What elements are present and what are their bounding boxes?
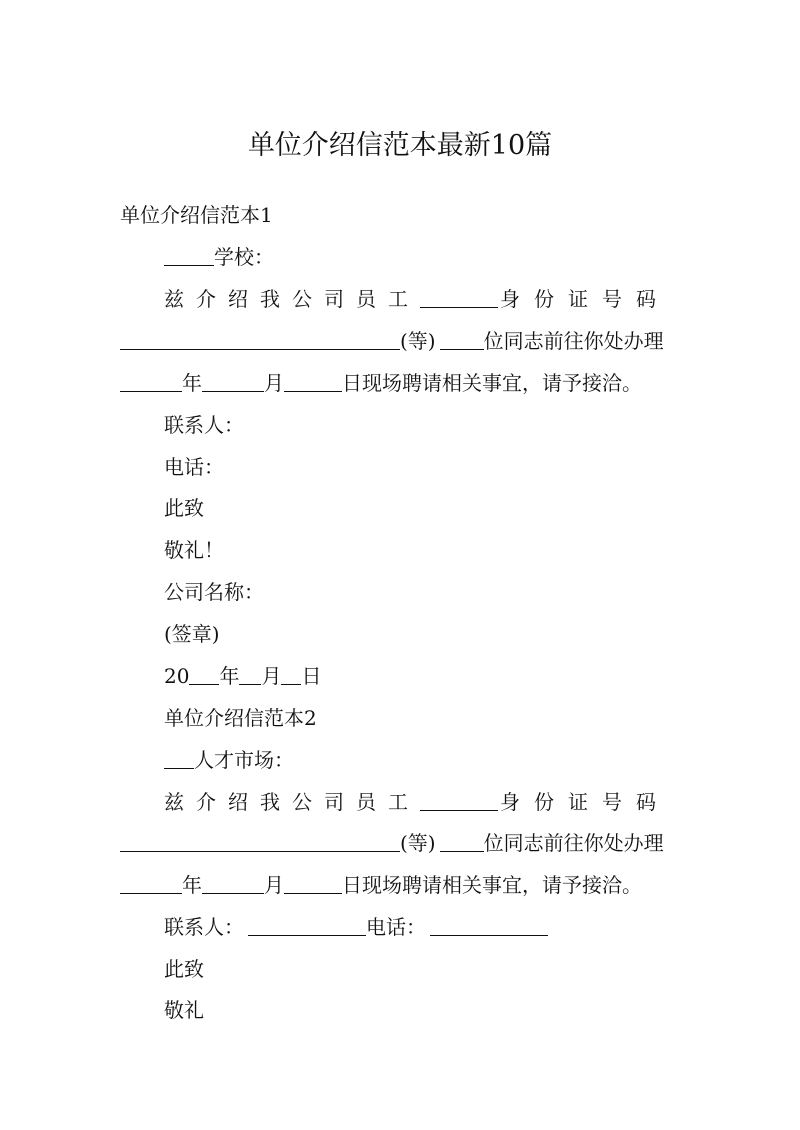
- section-2-contact-phone: [164, 912, 680, 942]
- date-year-text: 年: [219, 664, 240, 688]
- document-title: 单位介绍信范本最新10篇: [247, 130, 553, 161]
- day-blank: [284, 369, 342, 392]
- section-2-cizhi: 此致: [164, 957, 204, 981]
- section-1-phone: 电话：: [164, 455, 224, 479]
- id-number-blank: [120, 327, 400, 350]
- month-text: 月: [264, 371, 284, 395]
- section-1-company: 公司名称：: [164, 580, 264, 604]
- count-blank: [440, 829, 484, 852]
- section-2-jingli: 敬礼: [164, 998, 204, 1022]
- year-text: 年: [182, 371, 202, 395]
- contact-label: 联系人：: [164, 915, 244, 939]
- section-1-heading: 单位介绍信范本1: [120, 203, 273, 227]
- intro-text: 兹介绍我公司员工: [164, 287, 420, 311]
- year-blank: [120, 369, 182, 392]
- employee-name-blank: [420, 285, 498, 308]
- section-1-date: [164, 661, 680, 691]
- phone-label: 电话：: [366, 915, 426, 939]
- section-1-cizhi: 此致: [164, 496, 204, 520]
- day-blank: [284, 871, 342, 894]
- id-number-blank: [120, 829, 400, 852]
- year-text: 年: [182, 873, 202, 897]
- deng-text: (等): [400, 329, 436, 353]
- purpose-text: 位同志前往你处办理: [483, 329, 664, 353]
- date-prefix: 20: [164, 664, 190, 688]
- school-blank: [164, 243, 214, 266]
- intro-text: 兹介绍我公司员工: [164, 790, 420, 814]
- count-blank: [440, 327, 484, 350]
- deng-text: (等): [400, 831, 436, 855]
- section-1-contact: 联系人：: [164, 413, 244, 437]
- contact-blank: [248, 913, 366, 936]
- day-purpose-text: 日现场聘请相关事宜，请予接洽。: [342, 371, 642, 395]
- year-blank: [120, 871, 182, 894]
- section-2-id-line: [120, 828, 680, 858]
- market-blank: [164, 746, 194, 769]
- addressee-suffix: 人才市场：: [194, 748, 294, 772]
- id-number-text: 身份证号码: [500, 790, 656, 814]
- section-1-addressee: [164, 242, 680, 272]
- day-purpose-text: 日现场聘请相关事宜，请予接洽。: [342, 873, 642, 897]
- section-1-intro-line: [164, 284, 680, 314]
- employee-name-blank: [420, 788, 498, 811]
- purpose-text: 位同志前往你处办理: [483, 831, 664, 855]
- month-blank: [202, 369, 264, 392]
- section-1-date-line: [120, 368, 680, 398]
- section-2-date-line: [120, 870, 680, 900]
- id-number-text: 身份证号码: [500, 287, 656, 311]
- month-text: 月: [264, 873, 284, 897]
- section-2-addressee: [164, 745, 680, 775]
- date-day-text: 日: [301, 664, 322, 688]
- date-year-blank: [189, 662, 219, 685]
- section-1-jingli: 敬礼！: [164, 538, 224, 562]
- date-day-blank: [281, 662, 301, 685]
- section-2-intro-line: [164, 787, 680, 817]
- date-month-text: 月: [261, 664, 282, 688]
- date-month-blank: [239, 662, 261, 685]
- section-1-id-line: [120, 326, 680, 356]
- section-2-heading: 单位介绍信范本2: [164, 706, 317, 730]
- phone-blank: [430, 913, 548, 936]
- section-1-seal: (签章): [164, 622, 220, 646]
- addressee-suffix: 学校：: [214, 245, 274, 269]
- month-blank: [202, 871, 264, 894]
